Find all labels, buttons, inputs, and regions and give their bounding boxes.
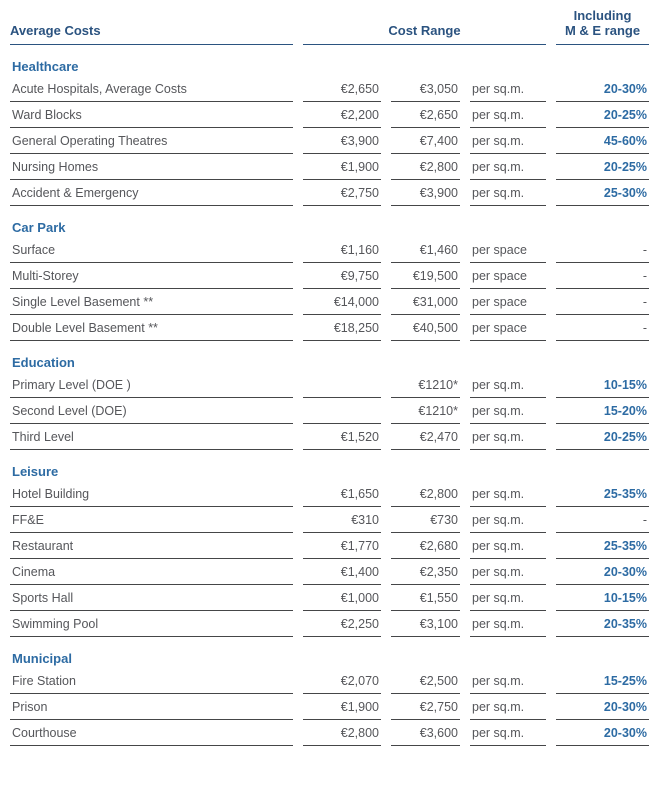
cell-unit: per sq.m.: [470, 565, 546, 585]
cell-name: Ward Blocks: [10, 108, 293, 128]
cell-name: Hotel Building: [10, 487, 293, 507]
cell-name: Double Level Basement **: [10, 321, 293, 341]
cell-me-range: 10-15%: [556, 378, 649, 398]
section-title: Leisure: [12, 464, 59, 479]
cell-name: FF&E: [10, 513, 293, 533]
column-header-cost-range: Cost Range: [303, 23, 546, 45]
table-row: [10, 565, 649, 585]
cell-me-range: -: [556, 243, 649, 263]
cell-name: Surface: [10, 243, 293, 263]
cell-unit: per sq.m.: [470, 430, 546, 450]
cell-cost-high: €2,750: [391, 700, 460, 720]
section-title: Municipal: [12, 651, 72, 666]
cell-me-range: 20-30%: [556, 82, 649, 102]
cell-me-range: 10-15%: [556, 591, 649, 611]
cell-cost-high: €2,650: [391, 108, 460, 128]
cell-unit: per sq.m.: [470, 513, 546, 533]
cell-cost-low: €9,750: [303, 269, 381, 289]
cell-cost-high: €2,800: [391, 160, 460, 180]
cell-name: Swimming Pool: [10, 617, 293, 637]
cell-cost-low: €1,000: [303, 591, 381, 611]
cell-cost-high: €3,900: [391, 186, 460, 206]
table-row: [10, 617, 649, 637]
cell-cost-low: €2,070: [303, 674, 381, 694]
cell-cost-low: [303, 378, 381, 398]
table-row: [10, 134, 649, 154]
cell-cost-low: €1,900: [303, 160, 381, 180]
cell-name: Cinema: [10, 565, 293, 585]
cell-me-range: -: [556, 513, 649, 533]
cell-me-range: 25-30%: [556, 186, 649, 206]
cell-name: Nursing Homes: [10, 160, 293, 180]
section-car-park: [10, 220, 649, 341]
cell-me-range: -: [556, 269, 649, 289]
cell-cost-high: €19,500: [391, 269, 460, 289]
cell-cost-high: €2,500: [391, 674, 460, 694]
section-healthcare: [10, 59, 649, 206]
column-header-average-costs: Average Costs: [10, 23, 293, 45]
cell-cost-high: €1210*: [391, 378, 460, 398]
cell-cost-low: €2,750: [303, 186, 381, 206]
cell-name: Fire Station: [10, 674, 293, 694]
column-header-me-line1: Including: [573, 8, 632, 23]
cell-cost-low: €3,900: [303, 134, 381, 154]
section-title: Education: [12, 355, 75, 370]
cell-cost-high: €3,050: [391, 82, 460, 102]
cell-me-range: 20-25%: [556, 430, 649, 450]
cell-cost-high: €31,000: [391, 295, 460, 315]
cell-unit: per sq.m.: [470, 700, 546, 720]
table-row: [10, 513, 649, 533]
cell-name: Courthouse: [10, 726, 293, 746]
table-row: [10, 186, 649, 206]
cell-unit: per sq.m.: [470, 591, 546, 611]
cell-unit: per sq.m.: [470, 160, 546, 180]
table-header: [10, 8, 649, 45]
cell-cost-low: €310: [303, 513, 381, 533]
cell-cost-low: €1,160: [303, 243, 381, 263]
cell-cost-high: €7,400: [391, 134, 460, 154]
cell-unit: per sq.m.: [470, 726, 546, 746]
table-row: [10, 404, 649, 424]
table-row: [10, 487, 649, 507]
cell-cost-low: €2,800: [303, 726, 381, 746]
section-title: Healthcare: [12, 59, 79, 74]
column-header-me-range: [556, 8, 649, 45]
cell-me-range: 20-30%: [556, 726, 649, 746]
section-education: [10, 355, 649, 450]
cell-me-range: -: [556, 321, 649, 341]
cell-name: Acute Hospitals, Average Costs: [10, 82, 293, 102]
cell-me-range: 25-35%: [556, 487, 649, 507]
cell-unit: per sq.m.: [470, 82, 546, 102]
cell-cost-low: €1,900: [303, 700, 381, 720]
cell-cost-high: €2,680: [391, 539, 460, 559]
cell-me-range: 45-60%: [556, 134, 649, 154]
cell-cost-high: €1,550: [391, 591, 460, 611]
cell-name: Prison: [10, 700, 293, 720]
cell-unit: per sq.m.: [470, 108, 546, 128]
cell-name: Accident & Emergency: [10, 186, 293, 206]
cell-name: Single Level Basement **: [10, 295, 293, 315]
table-row: [10, 674, 649, 694]
cell-cost-high: €2,350: [391, 565, 460, 585]
cell-cost-low: €18,250: [303, 321, 381, 341]
cell-cost-low: €1,520: [303, 430, 381, 450]
table-row: [10, 700, 649, 720]
table-body: [10, 59, 649, 746]
cell-me-range: 20-25%: [556, 108, 649, 128]
cell-cost-low: €1,650: [303, 487, 381, 507]
cell-unit: per space: [470, 243, 546, 263]
cell-me-range: 15-25%: [556, 674, 649, 694]
section-leisure: [10, 464, 649, 637]
cell-unit: per sq.m.: [470, 404, 546, 424]
cell-unit: per sq.m.: [470, 378, 546, 398]
column-header-me-line2: M & E range: [564, 23, 641, 38]
cell-cost-low: €1,770: [303, 539, 381, 559]
cell-me-range: 15-20%: [556, 404, 649, 424]
cell-cost-low: €1,400: [303, 565, 381, 585]
table-row: [10, 591, 649, 611]
cell-me-range: 20-25%: [556, 160, 649, 180]
table-row: [10, 726, 649, 746]
table-row: [10, 160, 649, 180]
table-row: [10, 243, 649, 263]
cell-name: Sports Hall: [10, 591, 293, 611]
cell-unit: per space: [470, 295, 546, 315]
cell-cost-high: €1210*: [391, 404, 460, 424]
cell-unit: per sq.m.: [470, 674, 546, 694]
cell-unit: per sq.m.: [470, 186, 546, 206]
section-title: Car Park: [12, 220, 66, 235]
cell-unit: per space: [470, 269, 546, 289]
cell-cost-high: €730: [391, 513, 460, 533]
cell-name: Restaurant: [10, 539, 293, 559]
cell-cost-low: €2,650: [303, 82, 381, 102]
cell-name: Third Level: [10, 430, 293, 450]
cell-me-range: 20-30%: [556, 565, 649, 585]
cell-cost-high: €1,460: [391, 243, 460, 263]
cell-name: Second Level (DOE): [10, 404, 293, 424]
table-row: [10, 378, 649, 398]
cell-cost-high: €40,500: [391, 321, 460, 341]
cell-me-range: 20-30%: [556, 700, 649, 720]
table-row: [10, 321, 649, 341]
table-row: [10, 269, 649, 289]
cell-unit: per sq.m.: [470, 539, 546, 559]
cell-cost-low: €14,000: [303, 295, 381, 315]
table-row: [10, 539, 649, 559]
table-row: [10, 430, 649, 450]
cell-name: Multi-Storey: [10, 269, 293, 289]
cell-cost-low: [303, 404, 381, 424]
cell-cost-high: €2,800: [391, 487, 460, 507]
cell-cost-high: €2,470: [391, 430, 460, 450]
cell-name: General Operating Theatres: [10, 134, 293, 154]
cell-cost-low: €2,200: [303, 108, 381, 128]
cell-unit: per sq.m.: [470, 487, 546, 507]
cell-cost-high: €3,600: [391, 726, 460, 746]
table-row: [10, 82, 649, 102]
cell-me-range: 25-35%: [556, 539, 649, 559]
cell-me-range: 20-35%: [556, 617, 649, 637]
section-municipal: [10, 651, 649, 746]
cell-name: Primary Level (DOE ): [10, 378, 293, 398]
cell-cost-low: €2,250: [303, 617, 381, 637]
cell-unit: per space: [470, 321, 546, 341]
cell-unit: per sq.m.: [470, 617, 546, 637]
cell-unit: per sq.m.: [470, 134, 546, 154]
cell-cost-high: €3,100: [391, 617, 460, 637]
table-row: [10, 295, 649, 315]
cell-me-range: -: [556, 295, 649, 315]
table-row: [10, 108, 649, 128]
